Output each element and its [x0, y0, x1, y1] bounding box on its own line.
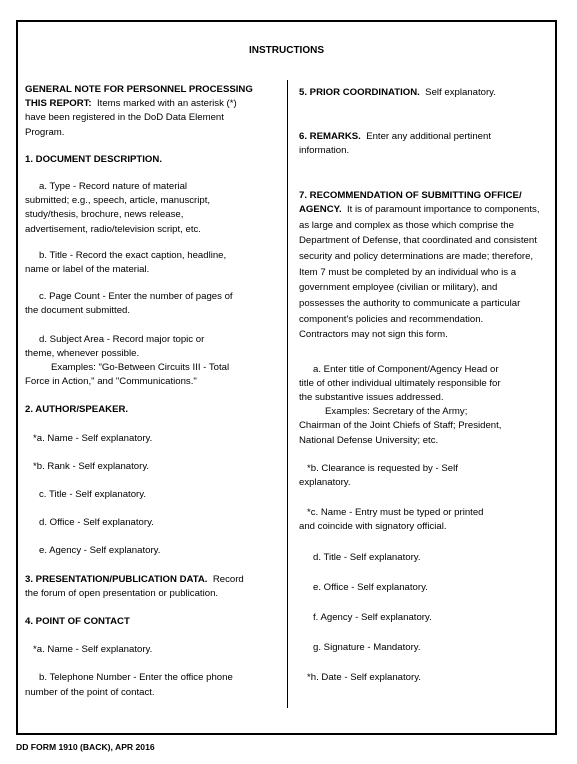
item-2a: *a. Name - Self explanatory.: [33, 432, 153, 444]
item-4a: *a. Name - Self explanatory.: [33, 644, 153, 656]
item-4b: [25, 671, 280, 699]
section-7-heading: 7. RECOMMENDATION OF SUBMITTING OFFICE/: [299, 189, 522, 201]
item-text: title of other individual ultimately responsible for: [299, 377, 501, 389]
item-text: number of the point of contact.: [25, 686, 155, 698]
item-text: Examples: "Go-Between Circuits III - Total: [51, 362, 230, 374]
section-5-heading: 5. PRIOR COORDINATION.: [299, 87, 420, 98]
section-6-text: Enter any additional pertinent: [366, 131, 491, 143]
section-5-text: Self explanatory.: [425, 87, 496, 98]
item-text: theme, whenever possible.: [25, 347, 140, 359]
general-note-text: Program.: [25, 126, 65, 138]
form-footer: DD FORM 1910 (BACK), APR 2016: [16, 742, 155, 752]
section-7-text: as large and complex as those which comprise the: [299, 219, 514, 231]
section-7-text: component's policies and recommendation.: [299, 313, 484, 325]
item-text: b. Telephone Number - Enter the office phone: [39, 672, 233, 684]
section-3: [25, 573, 280, 601]
item-text: Examples: Secretary of the Army;: [325, 406, 468, 418]
item-text: a. Type - Record nature of material: [39, 181, 188, 193]
general-note-heading: GENERAL NOTE FOR PERSONNEL PROCESSING: [25, 84, 253, 95]
section-7: [299, 189, 557, 343]
item-text: c. Page Count - Enter the number of pages of: [39, 291, 233, 303]
section-7-text: possesses the authority to communicate a particular: [299, 298, 521, 310]
form-frame: [16, 20, 557, 735]
general-note-text: Items marked with an asterisk (*): [96, 98, 237, 110]
page-title: INSTRUCTIONS: [249, 45, 324, 56]
item-7f: f. Agency - Self explanatory.: [313, 612, 432, 624]
item-text: advertisement, radio/television script, etc.: [25, 223, 201, 235]
item-text: *c. Name - Entry must be typed or printed: [307, 507, 484, 519]
section-2-heading: 2. AUTHOR/SPEAKER.: [25, 404, 129, 416]
right-column: [299, 86, 557, 686]
item-text: submitted; e.g., speech, article, manuscript,: [25, 195, 211, 207]
item-text: b. Title - Record the exact caption, headline,: [39, 249, 227, 261]
item-text: explanatory.: [299, 477, 351, 489]
general-note-heading-2: THIS REPORT:: [25, 98, 92, 110]
item-1a: [25, 180, 280, 237]
section-7-text: Contractors may not sign this form.: [299, 329, 448, 341]
general-note: [25, 83, 280, 140]
section-7-text: government employee (civilian or military), and: [299, 282, 498, 294]
general-note-text: have been registered in the DoD Data Element: [25, 112, 224, 124]
item-7e: e. Office - Self explanatory.: [313, 581, 428, 593]
item-text: a. Enter title of Component/Agency Head or: [313, 363, 499, 375]
section-7-text: Item 7 must be completed by an individual who is a: [299, 266, 517, 278]
column-divider: [287, 80, 288, 708]
item-2e: e. Agency - Self explanatory.: [39, 545, 161, 557]
section-6-heading: 6. REMARKS.: [299, 131, 361, 143]
item-text: and coincide with signatory official.: [299, 521, 447, 533]
item-7a: [299, 363, 557, 448]
section-6-text: information.: [299, 145, 350, 157]
section-1-heading: 1. DOCUMENT DESCRIPTION.: [25, 153, 162, 165]
item-7h: *h. Date - Self explanatory.: [307, 672, 421, 684]
item-7b: [299, 462, 557, 490]
item-text: study/thesis, brochure, news release,: [25, 209, 184, 221]
section-3-text: the forum of open presentation or publication.: [25, 587, 219, 599]
item-1c: [25, 290, 280, 318]
item-2c: c. Title - Self explanatory.: [39, 489, 146, 501]
item-text: d. Subject Area - Record major topic or: [39, 333, 205, 345]
section-7-heading-2: AGENCY.: [299, 203, 342, 215]
item-text: Force in Action," and "Communications.": [25, 376, 197, 388]
item-text: name or label of the material.: [25, 264, 150, 276]
section-7-text: security and policy determinations are made; therefore,: [299, 250, 534, 262]
section-3-text: Record: [212, 573, 244, 585]
item-2d: d. Office - Self explanatory.: [39, 517, 154, 529]
section-4-heading: 4. POINT OF CONTACT: [25, 616, 130, 628]
item-2b: *b. Rank - Self explanatory.: [33, 460, 150, 472]
item-7d: d. Title - Self explanatory.: [313, 551, 421, 563]
item-text: National Defense University; etc.: [299, 434, 439, 446]
item-text: Chairman of the Joint Chiefs of Staff; President,: [299, 420, 502, 432]
section-7-text: It is of paramount importance to components,: [347, 203, 540, 215]
item-7g: g. Signature - Mandatory.: [313, 642, 421, 654]
item-text: the document submitted.: [25, 305, 131, 317]
section-6: [299, 130, 557, 158]
item-7c: [299, 506, 557, 534]
item-1b: [25, 249, 280, 277]
left-column: [25, 83, 280, 700]
item-1d: [25, 333, 280, 390]
item-text: *b. Clearance is requested by - Self: [307, 462, 458, 474]
section-7-text: Department of Defense, that coordinated and consistent: [299, 235, 537, 247]
item-text: the substantive issues addressed.: [299, 392, 444, 404]
section-3-heading: 3. PRESENTATION/PUBLICATION DATA.: [25, 573, 208, 585]
section-5: [299, 86, 557, 100]
